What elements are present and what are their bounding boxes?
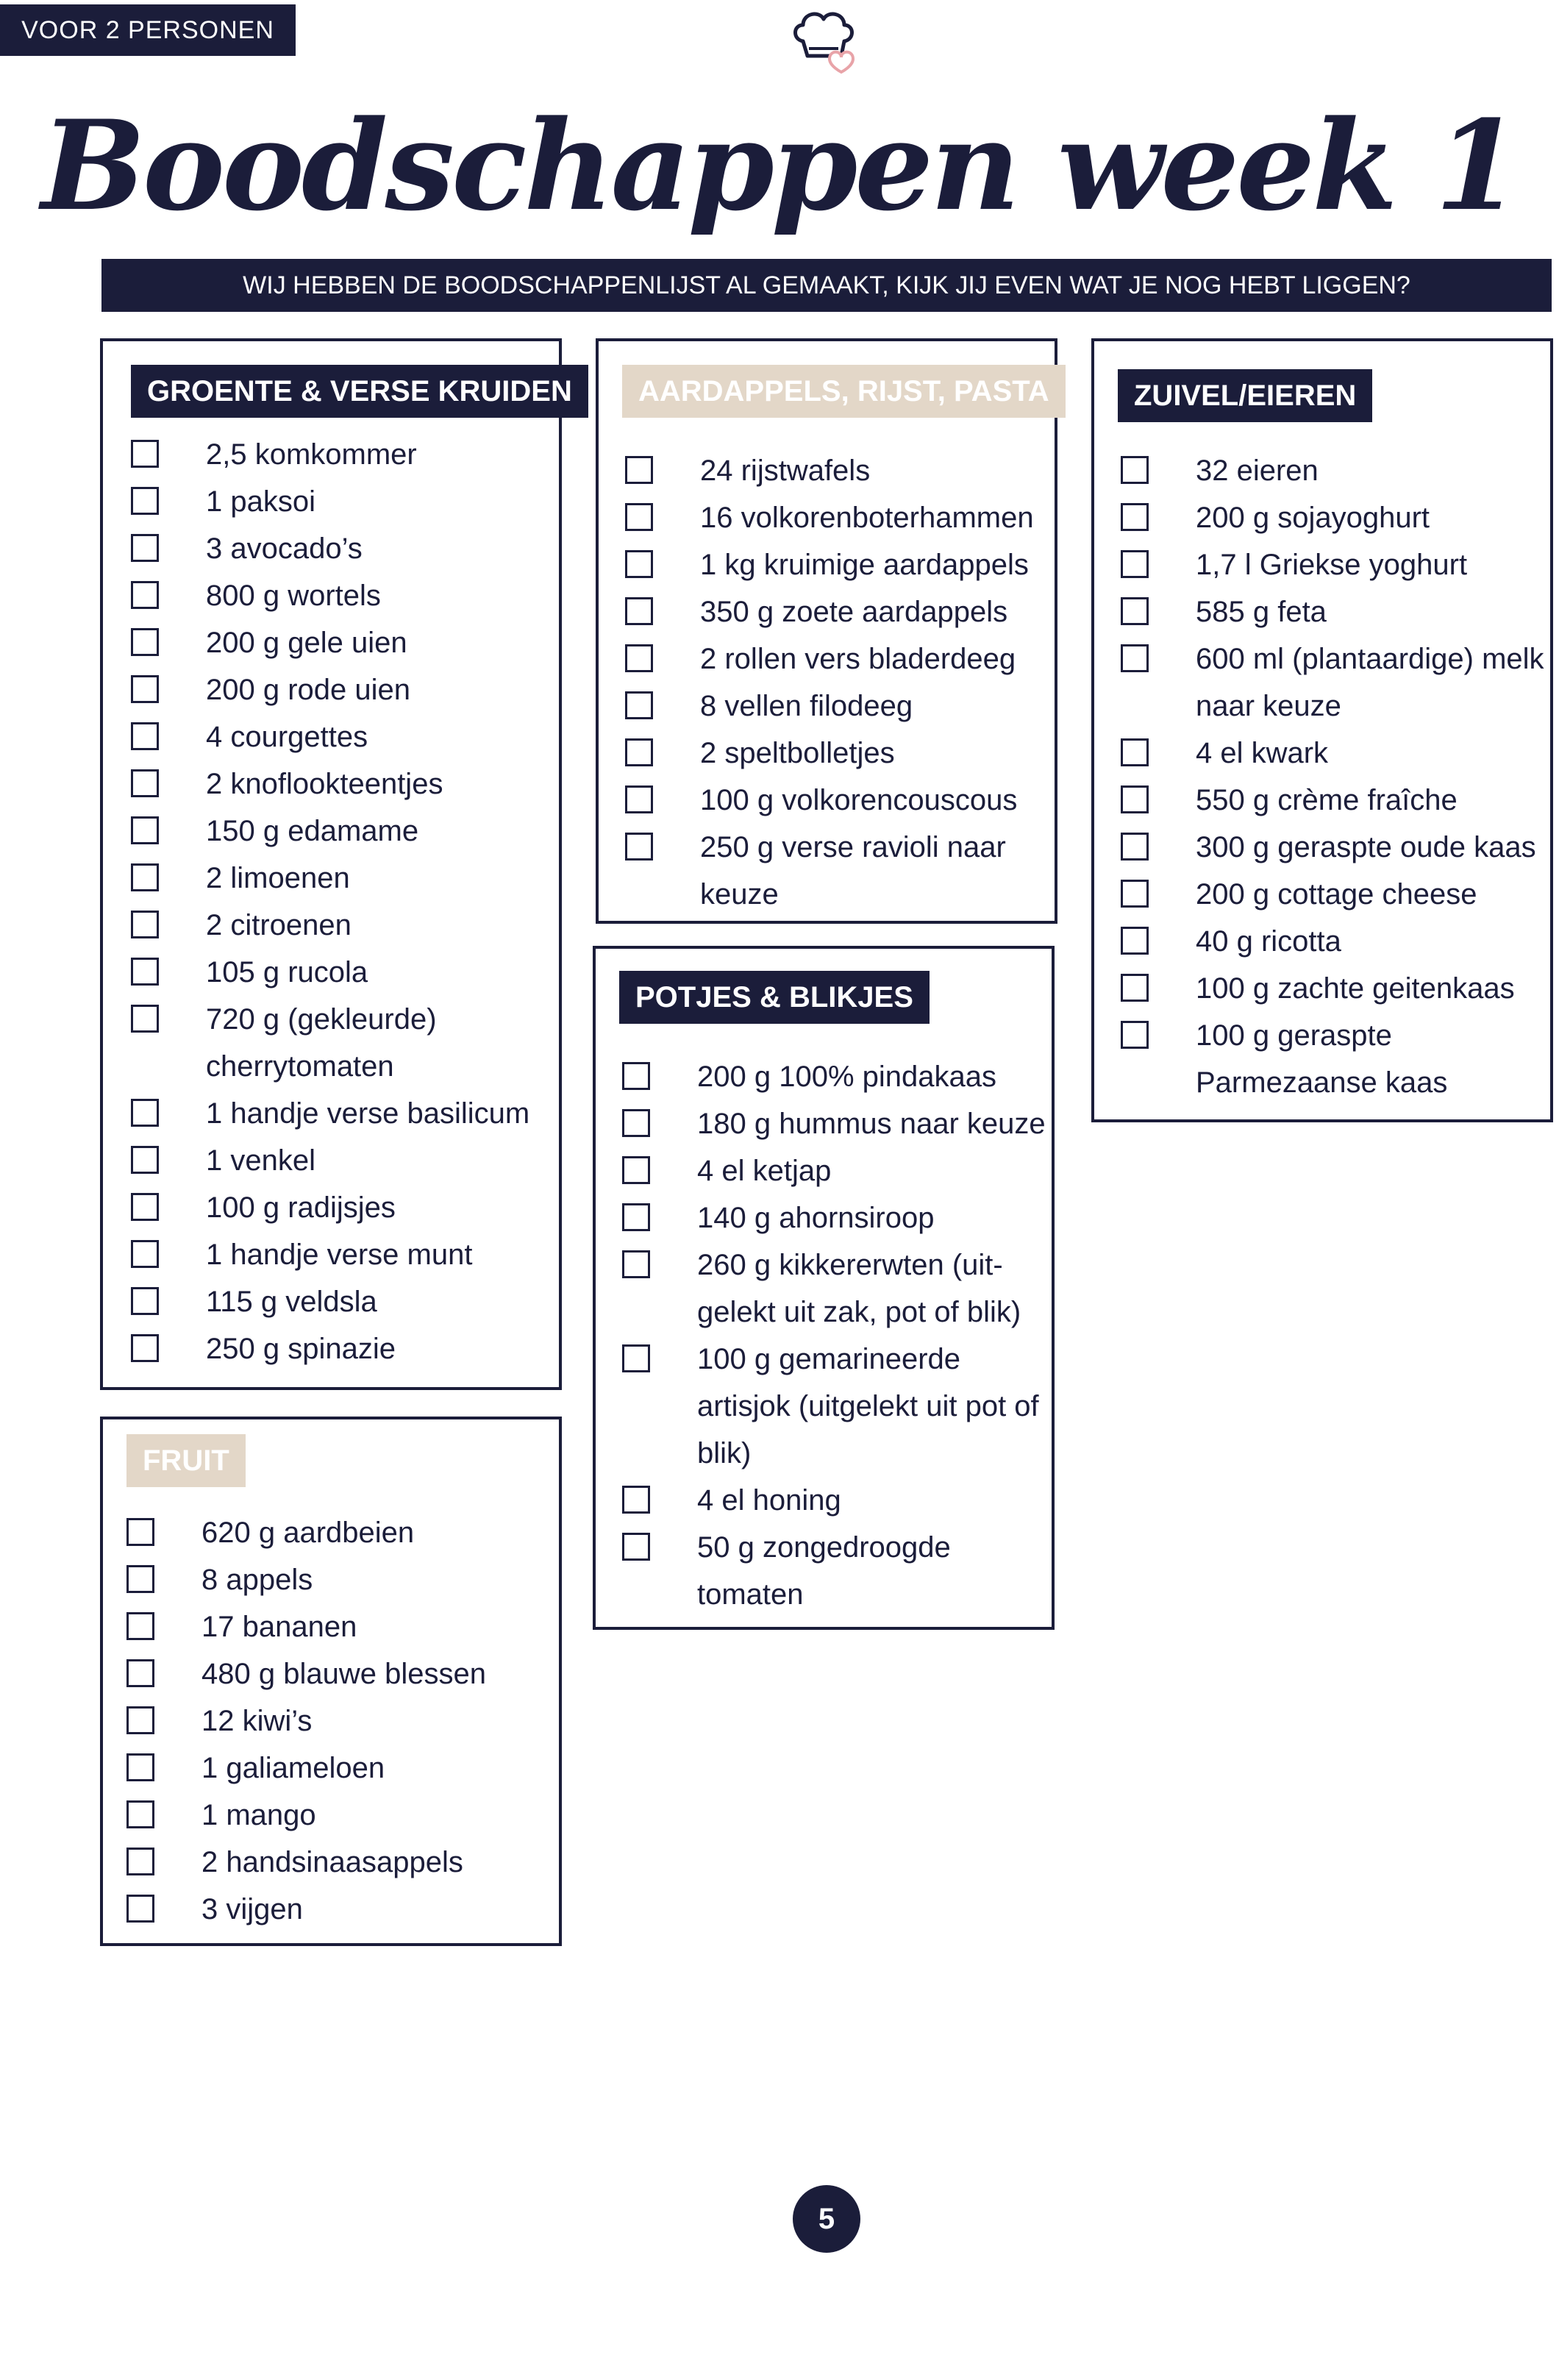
list-item-label: 4 el honing (697, 1484, 841, 1517)
checkbox[interactable] (131, 863, 159, 891)
list-item (126, 1509, 553, 1556)
list-item-label: 350 g zoete aardappels (700, 596, 1008, 628)
list-item (131, 855, 557, 902)
list-item-label: 32 eieren (1196, 455, 1319, 487)
list-item-label: 550 g crème fraîche (1196, 784, 1458, 816)
list-item (1121, 730, 1547, 777)
list-item (126, 1839, 553, 1886)
list-item-label: 17 bananen (201, 1611, 357, 1643)
list-item (131, 713, 557, 760)
list-item-label: 585 g feta (1196, 596, 1327, 628)
list-item-label: 200 g 100% pindakaas (697, 1061, 996, 1093)
checkbox[interactable] (622, 1062, 650, 1090)
checkbox[interactable] (131, 534, 159, 562)
list-item (131, 1090, 557, 1137)
checkbox[interactable] (625, 456, 653, 484)
list-item-label: 4 el kwark (1196, 737, 1329, 769)
list-item (131, 1184, 557, 1231)
list-item (131, 666, 557, 713)
list-item-label: 200 g gele uien (206, 627, 407, 659)
list-item-label: 600 ml (plantaardige) melk naar keuze (1196, 643, 1544, 722)
page-title: Boodschappen week 1 (40, 93, 1519, 238)
checkbox[interactable] (622, 1486, 650, 1514)
list-item (126, 1697, 553, 1745)
list-item (622, 1241, 1049, 1336)
list-item-label: 2 rollen vers bladerdeeg (700, 643, 1016, 675)
list-item (1121, 1012, 1547, 1106)
list-item-label: 1 galiameloen (201, 1752, 385, 1784)
list-item-label: 200 g sojayoghurt (1196, 502, 1430, 534)
checkbox[interactable] (131, 487, 159, 515)
checkbox[interactable] (131, 1287, 159, 1315)
checkbox[interactable] (622, 1156, 650, 1184)
checkbox[interactable] (131, 722, 159, 750)
list-item (126, 1745, 553, 1792)
list-item (625, 683, 1052, 730)
list-item (126, 1886, 553, 1933)
list-item-label: 1,7 l Griekse yoghurt (1196, 549, 1468, 581)
list-item (625, 588, 1052, 635)
checkbox[interactable] (1121, 550, 1149, 578)
list-item-label: 4 el ketjap (697, 1155, 832, 1187)
list-item (1121, 918, 1547, 965)
checklist-potjes (622, 1053, 1049, 1618)
checkbox[interactable] (126, 1706, 154, 1734)
list-item-label: 250 g spinazie (206, 1333, 396, 1365)
list-item-label: 2 citroenen (206, 909, 352, 941)
list-item-label: 2 limoenen (206, 862, 350, 894)
list-item (622, 1147, 1049, 1194)
list-item-label: 1 paksoi (206, 485, 315, 518)
list-item-label: 300 g geraspte oude kaas (1196, 831, 1536, 863)
checkbox[interactable] (131, 1005, 159, 1033)
list-item-label: 115 g veldsla (206, 1286, 377, 1318)
list-item-label: 720 g (gekleurde) cherrytomaten (206, 1003, 437, 1083)
list-item-label: 100 g geraspte Parmezaanse kaas (1196, 1019, 1448, 1099)
checkbox[interactable] (131, 628, 159, 656)
checklist-groente (131, 431, 557, 1372)
checklist-zuivel (1121, 447, 1547, 1106)
list-item (131, 619, 557, 666)
list-item-label: 2,5 komkommer (206, 438, 417, 471)
checkbox[interactable] (1121, 833, 1149, 861)
checkbox[interactable] (1121, 974, 1149, 1002)
checkbox[interactable] (1121, 738, 1149, 766)
list-item-label: 1 kg kruimige aardappels (700, 549, 1029, 581)
list-item (622, 1477, 1049, 1524)
checkbox[interactable] (131, 440, 159, 468)
list-item (126, 1556, 553, 1603)
page-number: 5 (793, 2185, 860, 2253)
checkbox[interactable] (131, 1193, 159, 1221)
checklist-aardappels (625, 447, 1052, 918)
list-item-label: 3 vijgen (201, 1893, 303, 1925)
list-item (131, 478, 557, 525)
checkbox[interactable] (131, 581, 159, 609)
section-groente (100, 338, 572, 1390)
checkbox[interactable] (622, 1250, 650, 1278)
list-item-label: 260 g kikkererwten (uit-gelekt uit zak, pot of blik) (697, 1249, 1021, 1328)
checklist-fruit (126, 1509, 553, 1933)
checkbox[interactable] (622, 1344, 650, 1372)
checkbox[interactable] (126, 1518, 154, 1546)
list-item-label: 8 vellen filodeeg (700, 690, 913, 722)
list-item-label: 4 courgettes (206, 721, 368, 753)
list-item-label: 100 g gemarineerde artisjok (uitgelekt uit pot of blik) (697, 1343, 1039, 1469)
list-item (625, 824, 1052, 918)
checkbox[interactable] (625, 785, 653, 813)
list-item (126, 1792, 553, 1839)
list-item (131, 760, 557, 808)
section-aardappels (596, 338, 1057, 924)
list-item-label: 16 volkorenboterhammen (700, 502, 1034, 534)
list-item-label: 1 venkel (206, 1144, 315, 1177)
list-item (131, 431, 557, 478)
list-item (622, 1194, 1049, 1241)
list-item-label: 24 rijstwafels (700, 455, 871, 487)
list-item-label: 3 avocado’s (206, 532, 363, 565)
list-item-label: 180 g hummus naar keuze (697, 1108, 1046, 1140)
list-item (131, 808, 557, 855)
list-item (126, 1603, 553, 1650)
checkbox[interactable] (131, 675, 159, 703)
list-item (1121, 871, 1547, 918)
list-item (622, 1336, 1049, 1477)
checkbox[interactable] (131, 911, 159, 938)
checkbox[interactable] (625, 550, 653, 578)
list-item-label: 140 g ahornsiroop (697, 1202, 935, 1234)
section-zuivel (1091, 338, 1553, 1122)
checkbox[interactable] (131, 1240, 159, 1268)
checkbox[interactable] (126, 1800, 154, 1828)
list-item (625, 635, 1052, 683)
checkbox[interactable] (126, 1565, 154, 1593)
list-item (1121, 635, 1547, 730)
checkbox[interactable] (1121, 597, 1149, 625)
subtitle-banner: WIJ HEBBEN DE BOODSCHAPPENLIJST AL GEMAAKT, KIJK JIJ EVEN WAT JE NOG HEBT LIGGEN? (101, 259, 1552, 312)
checkbox[interactable] (1121, 456, 1149, 484)
list-item-label: 200 g rode uien (206, 674, 411, 706)
list-item-label: 40 g ricotta (1196, 925, 1341, 958)
list-item-label: 800 g wortels (206, 580, 381, 612)
list-item-label: 8 appels (201, 1564, 313, 1596)
chef-hat-heart-icon (787, 3, 860, 76)
persons-badge: VOOR 2 PERSONEN (0, 4, 296, 56)
list-item (131, 949, 557, 996)
list-item-label: 2 knoflookteentjes (206, 768, 443, 800)
list-item (622, 1524, 1049, 1618)
list-item (1121, 541, 1547, 588)
list-item (1121, 777, 1547, 824)
list-item (625, 730, 1052, 777)
list-item (1121, 965, 1547, 1012)
list-item-label: 100 g radijsjes (206, 1191, 396, 1224)
checkbox[interactable] (622, 1109, 650, 1137)
list-item-label: 105 g rucola (206, 956, 368, 988)
checkbox[interactable] (1121, 503, 1149, 531)
list-item (131, 1137, 557, 1184)
list-item (131, 572, 557, 619)
list-item-label: 12 kiwi’s (201, 1705, 313, 1737)
list-item-label: 1 handje verse munt (206, 1239, 473, 1271)
list-item-label: 100 g zachte geitenkaas (1196, 972, 1515, 1005)
section-heading-potjes: POTJES & BLIKJES (619, 971, 930, 1024)
list-item (1121, 494, 1547, 541)
checkbox[interactable] (1121, 644, 1149, 672)
checkbox[interactable] (622, 1533, 650, 1561)
checkbox[interactable] (622, 1203, 650, 1231)
list-item (625, 541, 1052, 588)
list-item-label: 620 g aardbeien (201, 1517, 415, 1549)
checkbox[interactable] (625, 833, 653, 861)
checkbox[interactable] (625, 738, 653, 766)
list-item (625, 777, 1052, 824)
list-item (131, 902, 557, 949)
section-heading-groente: GROENTE & VERSE KRUIDEN (131, 365, 588, 418)
list-item (625, 447, 1052, 494)
checkbox[interactable] (126, 1753, 154, 1781)
checkbox[interactable] (625, 691, 653, 719)
list-item-label: 250 g verse ravioli naar keuze (700, 831, 1006, 911)
section-fruit (100, 1417, 562, 1946)
list-item-label: 2 speltbolletjes (700, 737, 895, 769)
checkbox[interactable] (131, 769, 159, 797)
checkbox[interactable] (126, 1612, 154, 1640)
list-item (1121, 824, 1547, 871)
checkbox[interactable] (126, 1848, 154, 1875)
checkbox[interactable] (126, 1895, 154, 1923)
list-item-label: 200 g cottage cheese (1196, 878, 1477, 911)
checkbox[interactable] (1121, 880, 1149, 908)
checkbox[interactable] (625, 644, 653, 672)
checkbox[interactable] (126, 1659, 154, 1687)
checkbox[interactable] (131, 816, 159, 844)
list-item (131, 1325, 557, 1372)
checkbox[interactable] (131, 1146, 159, 1174)
checkbox[interactable] (1121, 1021, 1149, 1049)
list-item (131, 996, 557, 1090)
section-heading-fruit: FRUIT (126, 1434, 246, 1487)
list-item-label: 1 handje verse basilicum (206, 1097, 530, 1130)
list-item (1121, 447, 1547, 494)
section-heading-zuivel: ZUIVEL/EIEREN (1118, 369, 1372, 422)
list-item-label: 150 g edamame (206, 815, 419, 847)
list-item-label: 2 handsinaasappels (201, 1846, 463, 1878)
list-item (1121, 588, 1547, 635)
checkbox[interactable] (131, 1334, 159, 1362)
list-item-label: 1 mango (201, 1799, 316, 1831)
list-item-label: 100 g volkorencouscous (700, 784, 1018, 816)
section-heading-aardappels: AARDAPPELS, RIJST, PASTA (622, 365, 1066, 418)
list-item (131, 1278, 557, 1325)
list-item (622, 1053, 1049, 1100)
checkbox[interactable] (625, 503, 653, 531)
section-potjes (593, 946, 1055, 1630)
list-item-label: 50 g zongedroogde tomaten (697, 1531, 951, 1611)
checkbox[interactable] (131, 958, 159, 986)
checkbox[interactable] (131, 1099, 159, 1127)
checkbox[interactable] (1121, 785, 1149, 813)
list-item (131, 1231, 557, 1278)
list-item (131, 525, 557, 572)
list-item-label: 480 g blauwe blessen (201, 1658, 486, 1690)
list-item (126, 1650, 553, 1697)
list-item (625, 494, 1052, 541)
checkbox[interactable] (1121, 927, 1149, 955)
list-item (622, 1100, 1049, 1147)
checkbox[interactable] (625, 597, 653, 625)
